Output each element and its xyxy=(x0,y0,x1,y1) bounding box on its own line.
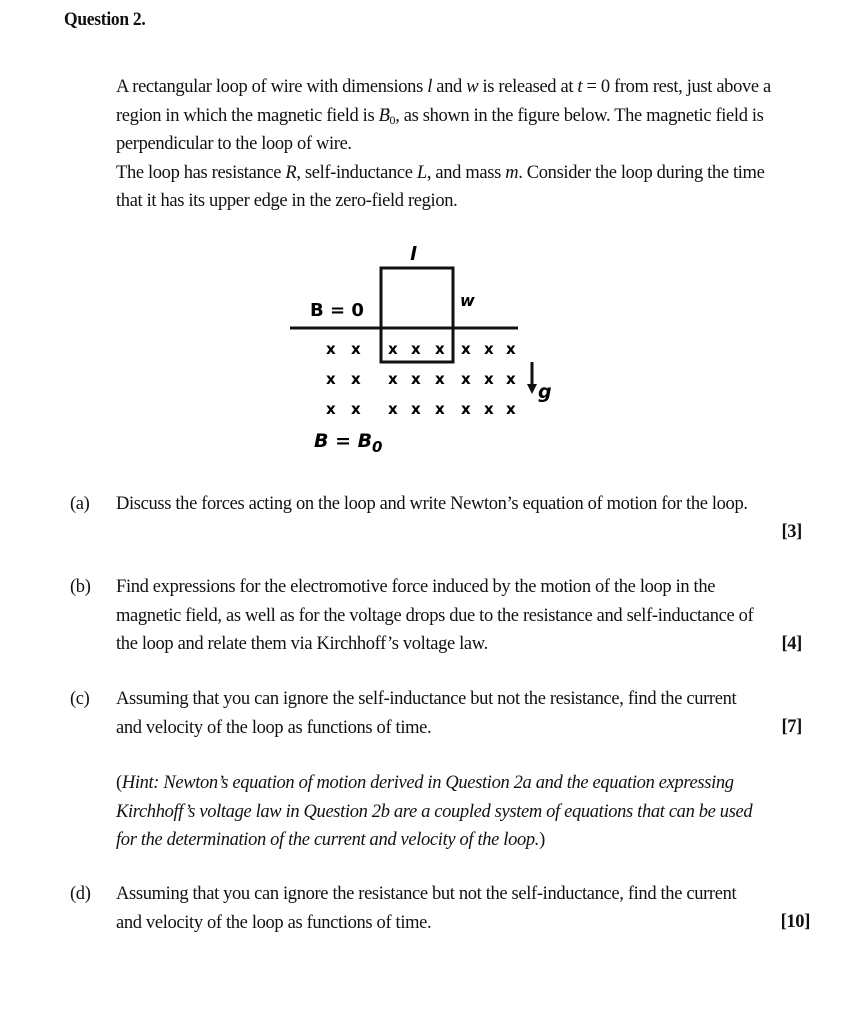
svg-text:x: x xyxy=(435,400,445,418)
question-intro xyxy=(116,73,776,216)
vector-B: → B xyxy=(379,106,390,126)
svg-text:x: x xyxy=(506,370,516,388)
part-marks: [10] xyxy=(780,912,810,932)
intro-text: = 0 from rest, just above a region in which the magnetic field is xyxy=(116,77,771,126)
label-zero-field: B = 0 xyxy=(310,300,364,321)
intro-text: . Consider the loop during the time that it has its upper edge in the zero-field region. xyxy=(116,162,765,211)
svg-text:x: x xyxy=(435,370,445,388)
svg-text:x: x xyxy=(326,340,336,358)
part-text: Assuming that you can ignore the resistance but not the self-inductance, find the current and velocity of the loop as functions of time. xyxy=(116,884,737,933)
intro-text: The loop has resistance xyxy=(116,162,286,183)
intro-text: A rectangular loop of wire with dimensions xyxy=(116,77,428,97)
part-label: (c) xyxy=(70,689,90,709)
part-text: Assuming that you can ignore the self-inductance but not the resistance, find the current and velocity of the loop as functions of time. xyxy=(116,689,737,738)
hint-paren: ) xyxy=(539,830,545,850)
intro-text: is released at xyxy=(478,77,578,97)
svg-text:x: x xyxy=(411,400,421,418)
part-text: Find expressions for the electromotive force induced by the motion of the loop in the magnetic field, as well as for the voltage drops due to the resistance and self-inductance of the loop and relate them via Kirchhoff’s voltage law. xyxy=(116,577,754,654)
svg-text:x: x xyxy=(506,400,516,418)
part-b xyxy=(64,573,824,663)
loop-field-figure xyxy=(280,230,580,460)
intro-text: , self-inductance xyxy=(296,162,417,183)
part-marks: [7] xyxy=(781,717,802,737)
svg-text:x: x xyxy=(484,400,494,418)
hint-text xyxy=(116,769,756,855)
svg-text:x: x xyxy=(351,370,361,388)
svg-text:x: x xyxy=(388,340,398,358)
var-R: R xyxy=(285,162,297,183)
part-c xyxy=(64,685,824,745)
hint-paren: ( xyxy=(116,773,122,793)
label-field-subscript: 0 xyxy=(372,438,383,456)
label-field-region: B = B xyxy=(314,430,373,452)
part-label: (d) xyxy=(70,884,91,904)
var-t: t xyxy=(577,77,583,97)
part-text: Discuss the forces acting on the loop and write Newton’s equation of motion for the loop. xyxy=(116,494,748,514)
label-g: g xyxy=(538,381,552,403)
part-label: (b) xyxy=(70,577,91,597)
svg-text:x: x xyxy=(326,400,336,418)
subscript-zero: 0 xyxy=(389,112,396,127)
svg-text:x: x xyxy=(484,340,494,358)
svg-text:x: x xyxy=(484,370,494,388)
svg-text:x: x xyxy=(461,400,471,418)
label-l: l xyxy=(410,243,417,265)
svg-text:x: x xyxy=(506,340,516,358)
var-w: w xyxy=(466,77,479,97)
svg-text:x: x xyxy=(411,340,421,358)
intro-text: , as shown in the figure below. The magnetic field is perpendicular to the loop of wire. xyxy=(116,105,764,154)
svg-text:x: x xyxy=(351,400,361,418)
svg-text:x: x xyxy=(388,370,398,388)
part-label: (a) xyxy=(70,494,90,514)
intro-text: , and mass xyxy=(426,162,506,183)
svg-text:x: x xyxy=(435,340,445,358)
var-L: L xyxy=(416,162,427,183)
part-marks: [4] xyxy=(781,634,802,654)
svg-text:x: x xyxy=(388,400,398,418)
part-marks: [3] xyxy=(781,522,802,542)
svg-text:x: x xyxy=(411,370,421,388)
label-w: w xyxy=(460,291,475,310)
part-d xyxy=(64,880,824,940)
intro-text: and xyxy=(432,77,467,97)
svg-text:x: x xyxy=(461,340,471,358)
svg-text:x: x xyxy=(326,370,336,388)
part-a xyxy=(64,490,824,550)
svg-text:x: x xyxy=(351,340,361,358)
question-title: Question 2. xyxy=(64,9,146,30)
intro-paragraph-1 xyxy=(116,73,776,159)
hint-body: Hint: Newton’s equation of motion derived in Question 2a and the equation expressing Kirchhoff’s voltage law in Question 2b are a coupled system of equations that can be used for the determination of the current and velocity of the loop. xyxy=(116,773,753,850)
gravity-arrow-icon xyxy=(527,362,537,394)
intro-paragraph-2 xyxy=(116,159,776,216)
svg-text:x: x xyxy=(461,370,471,388)
var-l: l xyxy=(427,77,432,97)
magnetic-field-crosses xyxy=(326,340,516,418)
var-m: m xyxy=(505,162,519,183)
